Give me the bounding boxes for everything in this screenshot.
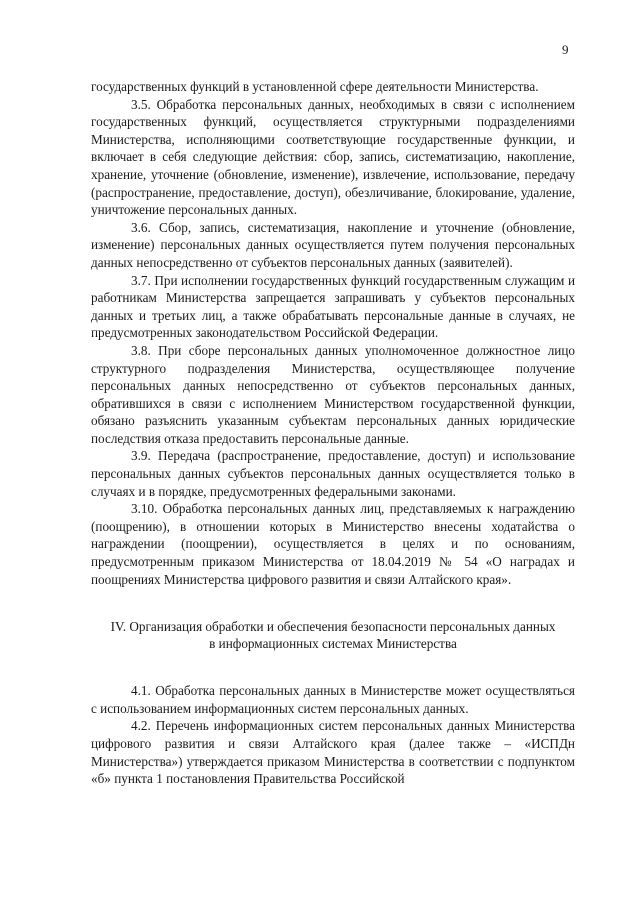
paragraph-3-9: 3.9. Передача (распространение, предоставление, доступ) и использование персональных данных субъектов персональных данных осуществляется только в случаях и в порядке, предусмотренных федеральными законами. — [91, 448, 575, 499]
paragraph-3-7: 3.7. При исполнении государственных функций государственным служащим и работникам Министерства запрещается запрашивать у субъектов персональных данных и третьих лиц, а также обрабатывать персональные данные в случаях, не предусмотренных законодательством Российской Федерации. — [91, 272, 575, 341]
paragraph-3-5: 3.5. Обработка персональных данных, необходимых в связи с исполнением государственных функций, осуществляется структурными подразделениями Министерства, исполняющими соответствующие государственные функции, и включает в себя следующие действия: сбор, запись, систематизацию, накопление, хранение, уточнение (обновление, изменение), извлечение, использование, передачу (распространение, предоставление, доступ), обезличивание, блокирование, удаление, уничтожение персональных данных. — [91, 96, 575, 218]
paragraph-continuation: государственных функций в установленной сфере деятельности Министерства. — [91, 79, 539, 94]
page-number: 9 — [562, 42, 569, 57]
paragraph-3-6: 3.6. Сбор, запись, систематизация, накопление и уточнение (обновление, изменение) персональных данных осуществляется путем получения персональных данных непосредственно от субъектов персональных данных (заявителей). — [91, 219, 575, 270]
paragraph-3-8: 3.8. При сборе персональных данных уполномоченное должностное лицо структурного подразделения Министерства, осуществляющее получение персональных данных непосредственно от субъектов персональных данных, обратившихся в связи с исполнением Министерством государственной функции, обязано разъяснить указанным субъектам персональных данных юридические последствия отказа предоставить персональные данные. — [91, 342, 575, 446]
paragraph-4-1: 4.1. Обработка персональных данных в Министерстве может осуществляться с использованием информационных систем персональных данных. — [91, 683, 575, 716]
paragraph-3-10: 3.10. Обработка персональных данных лиц, представляемых к награждению (поощрению), в отношении которых в Министерство внесены ходатайства о награждении (поощрении), осуществляется в целях и по основаниям, предусмотренным приказом Министерства от 18.04.2019 № 54 «О наградах и поощрениях Министерства цифрового развития и связи Алтайского края». — [91, 501, 575, 587]
section-heading-line-2: в информационных системах Министерства — [209, 636, 457, 652]
paragraph-4-2: 4.2. Перечень информационных систем персональных данных Министерства цифрового развития и связи Алтайского края (далее также – «ИСПДн Министерства») утверждается приказом Министерства в соответствии с подпунктом «б» пункта 1 постановления Правительства Российской — [91, 718, 575, 787]
document-body — [91, 78, 575, 788]
section-heading-iv — [91, 618, 575, 652]
section-heading-line-1: IV. Организация обработки и обеспечения безопасности персональных данных — [110, 619, 556, 635]
